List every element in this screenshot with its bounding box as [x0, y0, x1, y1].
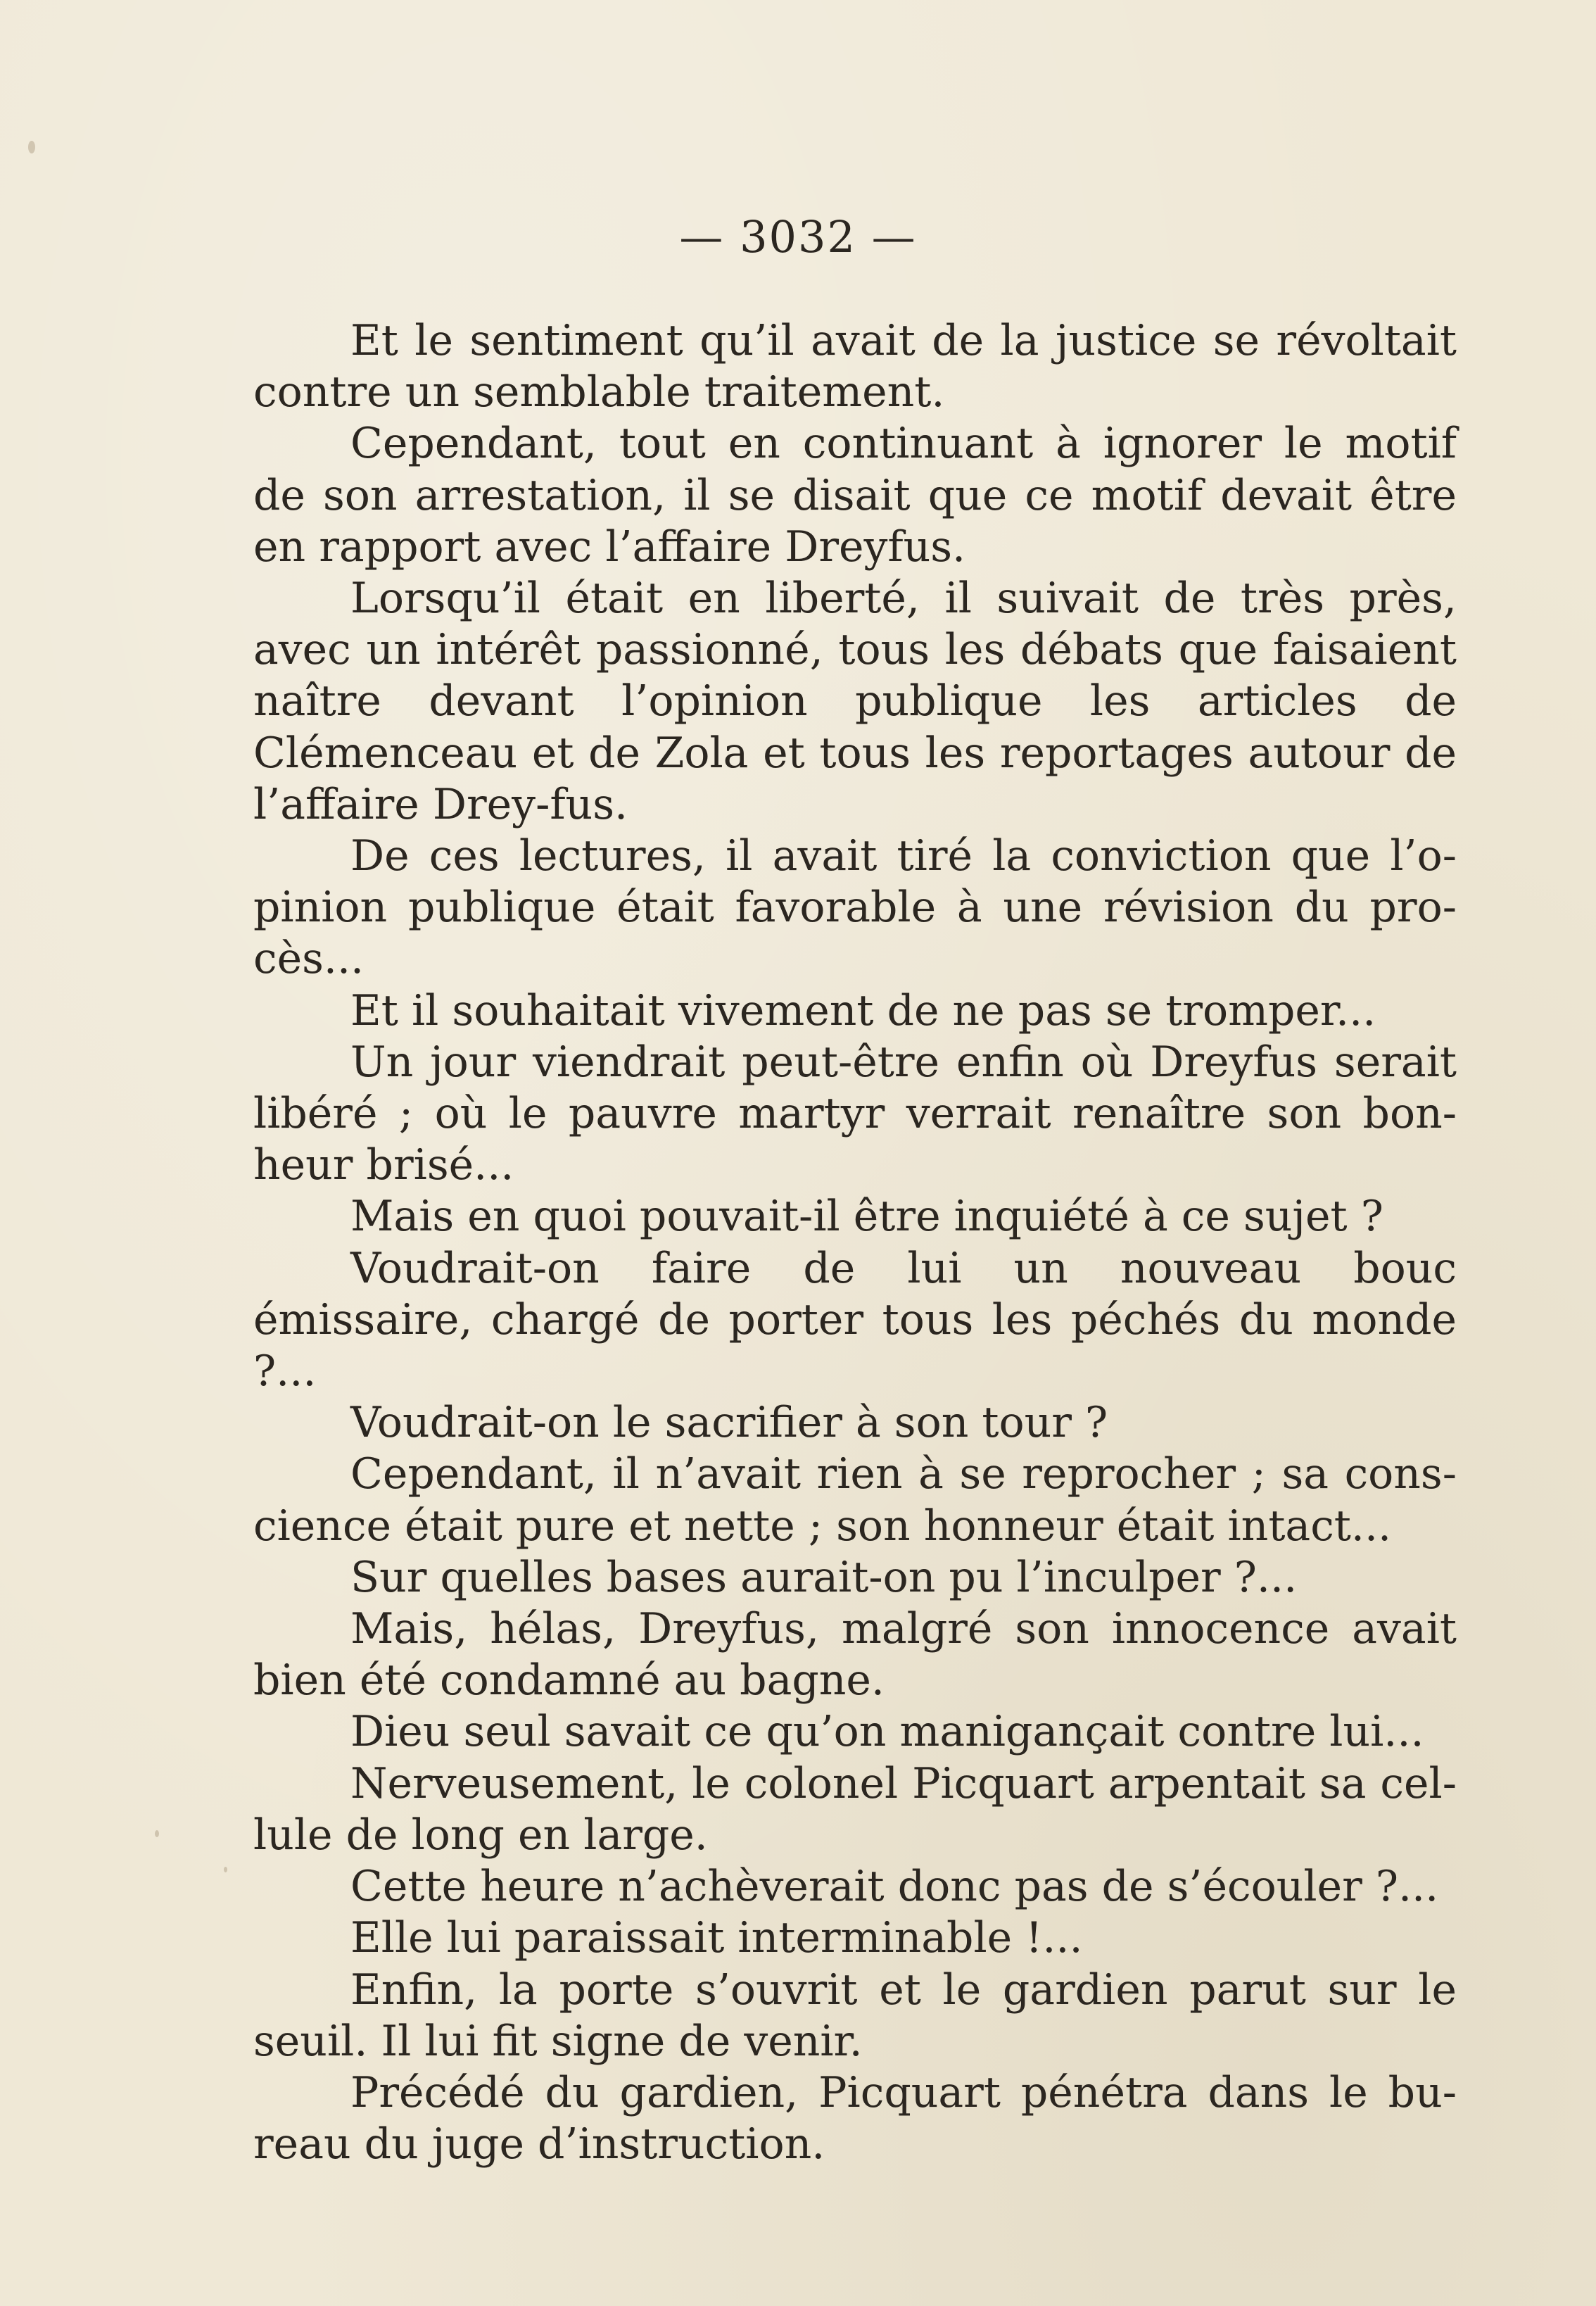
- paragraph: Voudrait-on le sacrifier à son tour ?: [350, 1398, 1108, 1448]
- paragraph: Elle lui paraissait interminable !...: [350, 1913, 1083, 1963]
- paragraph: Voudrait-on faire de lui un nouveau bouc émissaire, chargé de porter tous les péchés du monde ?...: [253, 1243, 1457, 1397]
- paragraph: Lorsqu’il était en liberté, il suivait de très près, avec un intérêt passionné, tous les débats que faisaient naître devant l’opinion publique les articles de Clémenceau et de Zola et tous les reportages autour de l’affaire Drey-fus.: [253, 574, 1457, 829]
- paragraph: Dieu seul savait ce qu’on manigançait contre lui...: [350, 1707, 1424, 1757]
- paper-speck: [28, 141, 35, 153]
- paragraph: Cependant, tout en continuant à ignorer le motif de son arrestation, il se disait que ce motif devait être en rapport avec l’affaire Dreyfus.: [253, 419, 1457, 572]
- paragraph: Nerveusement, le colonel Picquart arpentait sa cel-lule de long en large.: [253, 1758, 1457, 1860]
- paragraph: Sur quelles bases aurait-on pu l’inculper ?...: [350, 1552, 1298, 1602]
- paragraph: Et il souhaitait vivement de ne pas se tromper...: [350, 985, 1376, 1035]
- paragraph: Mais en quoi pouvait-il être inquiété à ce sujet ?: [350, 1192, 1383, 1242]
- paragraph: Enfin, la porte s’ouvrit et le gardien parut sur le seuil. Il lui fit signe de venir.: [253, 1965, 1457, 2066]
- paragraph: Un jour viendrait peut-être enfin où Dreyfus serait libéré ; où le pauvre martyr verrait renaître son bon-heur brisé...: [253, 1037, 1457, 1190]
- paragraph: Cependant, il n’avait rien à se reprocher ; sa cons-cience était pure et nette ; son honneur était intact...: [253, 1449, 1457, 1551]
- page-number: — 3032 —: [679, 211, 917, 263]
- body-text: [253, 315, 1457, 2170]
- paper-speck: [224, 1867, 227, 1872]
- paragraph: Cette heure n’achèverait donc pas de s’écouler ?...: [350, 1862, 1439, 1912]
- paragraph: Mais, hélas, Dreyfus, malgré son innocence avait bien été condamné au bagne.: [253, 1604, 1457, 1706]
- paper-speck: [155, 1830, 159, 1837]
- paragraph: Précédé du gardien, Picquart pénétra dans le bu-reau du juge d’instruction.: [253, 2067, 1457, 2169]
- paragraph: Et le sentiment qu’il avait de la justice se révoltait contre un semblable traitement.: [253, 316, 1457, 417]
- paragraph: De ces lectures, il avait tiré la conviction que l’o-pinion publique était favorable à une révision du pro-cès...: [253, 831, 1457, 984]
